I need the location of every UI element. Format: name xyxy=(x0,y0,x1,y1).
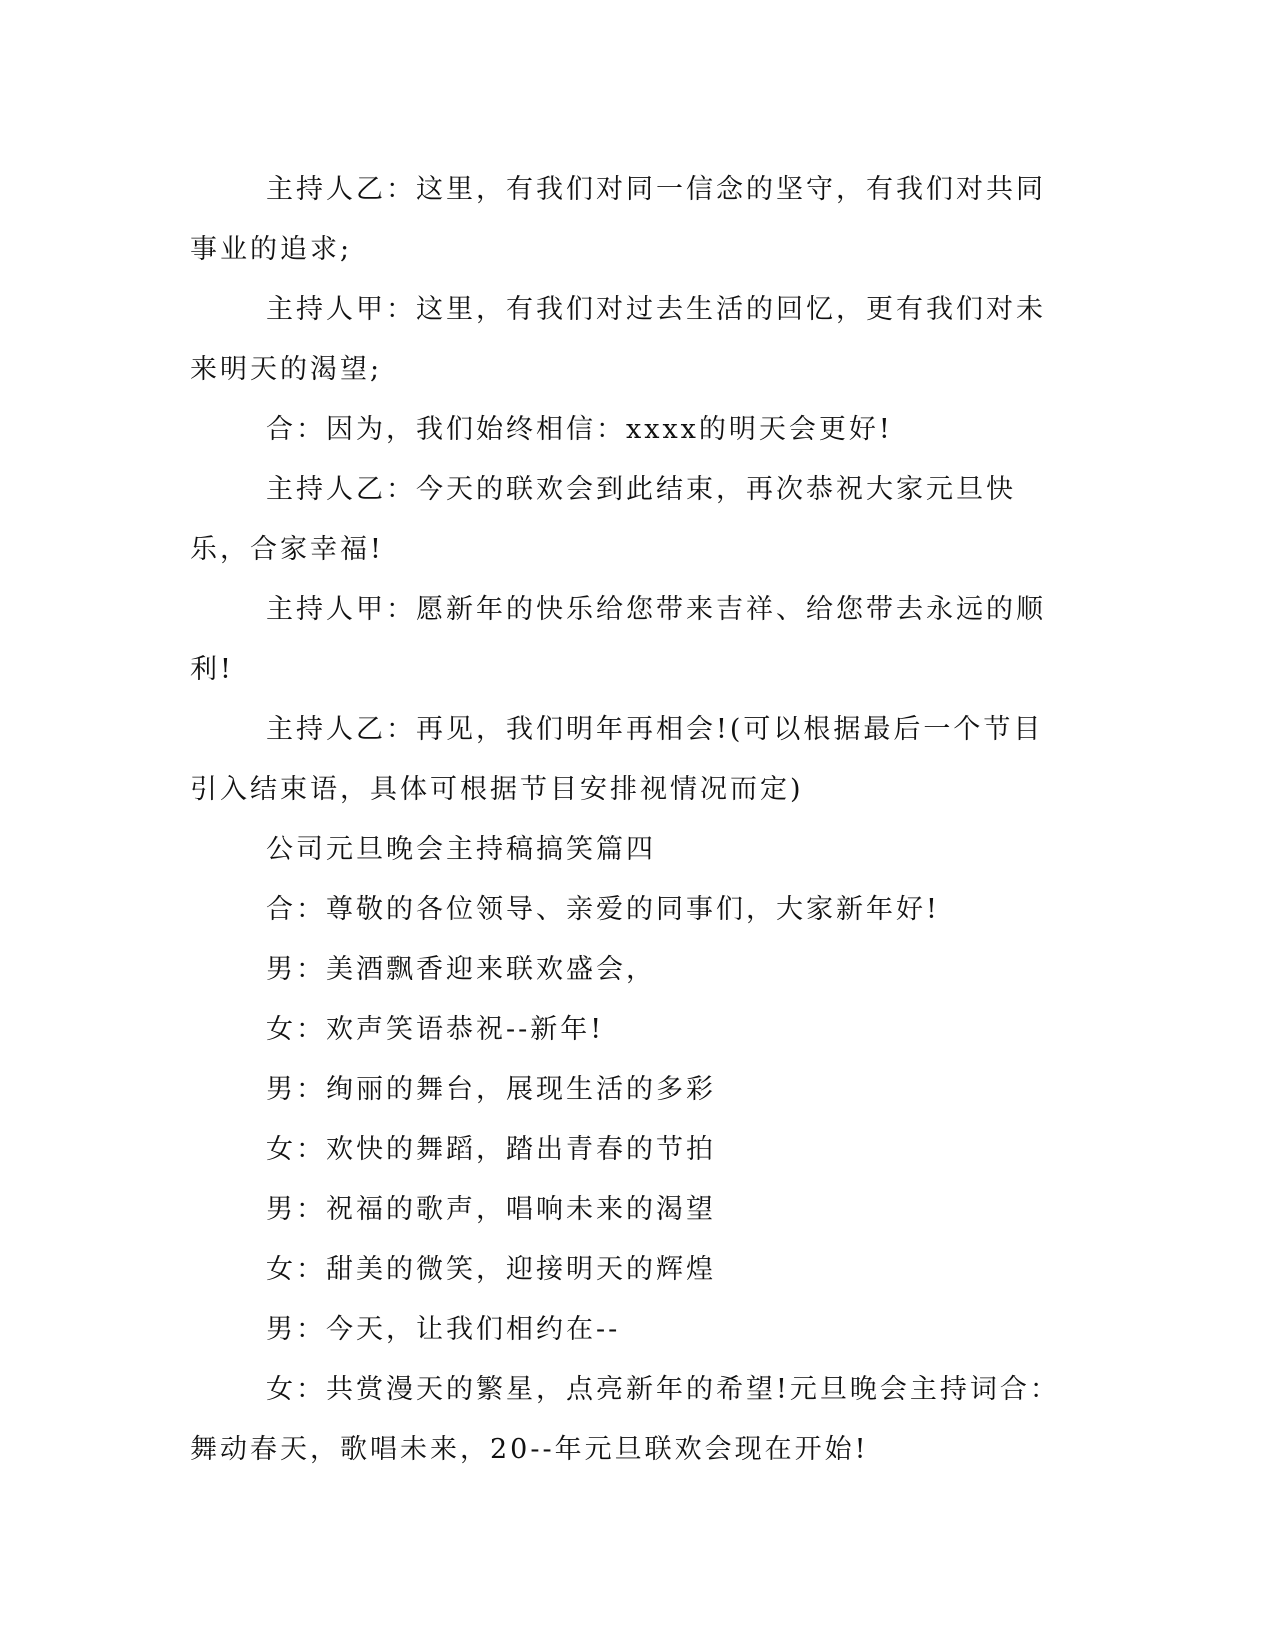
paragraph: 女：共赏漫天的繁星，点亮新年的希望!元旦晚会主持词合：舞动春天，歌唱未来，20--年元旦联欢会现在开始! xyxy=(190,1374,1060,1465)
paragraph: 主持人乙：今天的联欢会到此结束，再次恭祝大家元旦快乐，合家幸福! xyxy=(190,474,1016,565)
paragraph: 男：美酒飘香迎来联欢盛会， xyxy=(266,954,656,985)
document-body xyxy=(190,160,1070,1480)
paragraph: 主持人乙：再见，我们明年再相会!(可以根据最后一个节目引入结束语，具体可根据节目安排视情况而定) xyxy=(190,714,1044,805)
paragraph: 主持人乙：这里，有我们对同一信念的坚守，有我们对共同事业的追求; xyxy=(190,174,1046,265)
paragraph: 女：欢快的舞蹈，踏出青春的节拍 xyxy=(266,1134,716,1165)
section-heading: 公司元旦晚会主持稿搞笑篇四 xyxy=(266,834,656,865)
paragraph: 女：欢声笑语恭祝--新年! xyxy=(266,1014,605,1045)
paragraph: 男：今天，让我们相约在-- xyxy=(266,1314,621,1345)
paragraph: 男：祝福的歌声，唱响未来的渴望 xyxy=(266,1194,716,1225)
paragraph: 合：因为，我们始终相信：xxxx的明天会更好! xyxy=(266,414,893,445)
paragraph: 主持人甲：愿新年的快乐给您带来吉祥、给您带去永远的顺利! xyxy=(190,594,1046,685)
paragraph: 主持人甲：这里，有我们对过去生活的回忆，更有我们对未来明天的渴望; xyxy=(190,294,1046,385)
paragraph: 合：尊敬的各位领导、亲爱的同事们，大家新年好! xyxy=(266,894,940,925)
paragraph: 女：甜美的微笑，迎接明天的辉煌 xyxy=(266,1254,716,1285)
paragraph: 男：绚丽的舞台，展现生活的多彩 xyxy=(266,1074,716,1105)
